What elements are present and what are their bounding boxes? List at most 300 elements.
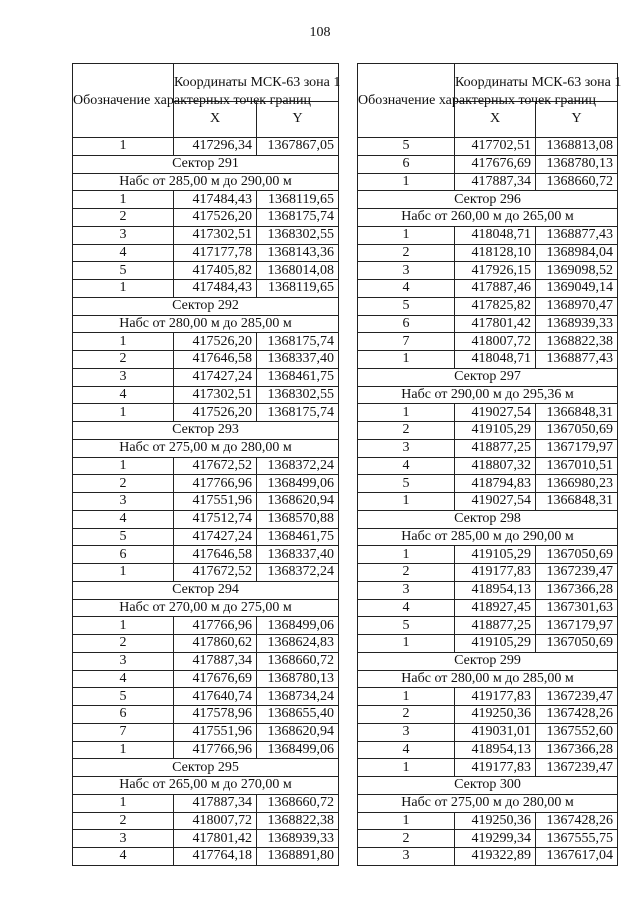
y-coordinate: 1367617,04 (536, 848, 618, 866)
table-row (73, 209, 339, 227)
table-row (73, 635, 339, 653)
y-coordinate: 1367428,26 (536, 706, 618, 724)
x-coordinate: 417887,34 (174, 794, 257, 812)
x-coordinate: 417825,82 (455, 297, 536, 315)
point-number: 6 (358, 155, 455, 173)
x-coordinate: 417676,69 (174, 670, 257, 688)
point-number: 1 (358, 493, 455, 511)
section-label: Сектор 296 (358, 191, 618, 209)
section-label: Набс от 270,00 м до 275,00 м (73, 599, 339, 617)
y-coordinate: 1368877,43 (536, 226, 618, 244)
y-coordinate: 1368461,75 (257, 368, 339, 386)
section-row (358, 794, 618, 812)
table-row (358, 173, 618, 191)
table-row (358, 564, 618, 582)
x-coordinate: 419105,29 (455, 635, 536, 653)
point-number: 5 (358, 138, 455, 156)
table-row (73, 670, 339, 688)
table-row (358, 546, 618, 564)
x-coordinate: 418954,13 (455, 581, 536, 599)
section-row (358, 191, 618, 209)
y-coordinate: 1369098,52 (536, 262, 618, 280)
table-row (358, 155, 618, 173)
header-x: X (455, 101, 536, 138)
x-coordinate: 417887,34 (455, 173, 536, 191)
table-row (358, 599, 618, 617)
section-row (358, 510, 618, 528)
table-row (358, 723, 618, 741)
y-coordinate: 1367555,75 (536, 830, 618, 848)
section-label: Сектор 299 (358, 652, 618, 670)
table-row (358, 457, 618, 475)
x-coordinate: 417526,20 (174, 333, 257, 351)
point-number: 5 (73, 262, 174, 280)
x-coordinate: 419031,01 (455, 723, 536, 741)
x-coordinate: 419027,54 (455, 404, 536, 422)
y-coordinate: 1366848,31 (536, 493, 618, 511)
y-coordinate: 1368877,43 (536, 351, 618, 369)
section-row (73, 599, 339, 617)
point-number: 3 (358, 262, 455, 280)
point-number: 5 (358, 297, 455, 315)
table-row (73, 386, 339, 404)
point-number: 1 (73, 564, 174, 582)
y-coordinate: 1368119,65 (257, 280, 339, 298)
x-coordinate: 417526,20 (174, 404, 257, 422)
x-coordinate: 417646,58 (174, 351, 257, 369)
y-coordinate: 1368660,72 (536, 173, 618, 191)
section-row (73, 155, 339, 173)
x-coordinate: 419250,36 (455, 812, 536, 830)
x-coordinate: 419177,83 (455, 688, 536, 706)
x-coordinate: 419250,36 (455, 706, 536, 724)
table-row (358, 351, 618, 369)
y-coordinate: 1368119,65 (257, 191, 339, 209)
y-coordinate: 1369049,14 (536, 280, 618, 298)
point-number: 1 (73, 404, 174, 422)
table-row (73, 546, 339, 564)
y-coordinate: 1368175,74 (257, 404, 339, 422)
y-coordinate: 1367179,97 (536, 617, 618, 635)
x-coordinate: 417676,69 (455, 155, 536, 173)
table-row (73, 368, 339, 386)
x-coordinate: 417926,15 (455, 262, 536, 280)
section-row (358, 528, 618, 546)
x-coordinate: 418007,72 (455, 333, 536, 351)
y-coordinate: 1367301,63 (536, 599, 618, 617)
point-number: 1 (73, 617, 174, 635)
y-coordinate: 1367239,47 (536, 759, 618, 777)
section-row (73, 759, 339, 777)
x-coordinate: 417672,52 (174, 457, 257, 475)
point-number: 1 (358, 635, 455, 653)
section-row (73, 439, 339, 457)
table-row (73, 510, 339, 528)
point-number: 4 (358, 599, 455, 617)
y-coordinate: 1367428,26 (536, 812, 618, 830)
section-row (73, 315, 339, 333)
section-label: Набс от 290,00 м до 295,36 м (358, 386, 618, 404)
table-row (358, 848, 618, 866)
point-number: 2 (358, 564, 455, 582)
point-number: 1 (358, 226, 455, 244)
x-coordinate: 417526,20 (174, 209, 257, 227)
table-row (358, 422, 618, 440)
point-number: 1 (358, 351, 455, 369)
section-row (358, 777, 618, 795)
point-number: 6 (358, 315, 455, 333)
table-row (73, 351, 339, 369)
x-coordinate: 417302,51 (174, 386, 257, 404)
x-coordinate: 418877,25 (455, 439, 536, 457)
point-number: 1 (358, 173, 455, 191)
point-number: 4 (73, 244, 174, 262)
y-coordinate: 1368780,13 (257, 670, 339, 688)
x-coordinate: 417640,74 (174, 688, 257, 706)
y-coordinate: 1367010,51 (536, 457, 618, 475)
table-row (73, 138, 339, 156)
point-number: 1 (73, 138, 174, 156)
section-label: Набс от 275,00 м до 280,00 м (358, 794, 618, 812)
point-number: 1 (73, 280, 174, 298)
section-row (73, 297, 339, 315)
y-coordinate: 1368014,08 (257, 262, 339, 280)
x-coordinate: 417405,82 (174, 262, 257, 280)
y-coordinate: 1368891,80 (257, 848, 339, 866)
point-number: 2 (73, 475, 174, 493)
section-row (358, 386, 618, 404)
y-coordinate: 1368780,13 (536, 155, 618, 173)
table-row (73, 226, 339, 244)
y-coordinate: 1367552,60 (536, 723, 618, 741)
section-row (73, 581, 339, 599)
x-coordinate: 419177,83 (455, 564, 536, 582)
table-row (73, 564, 339, 582)
table-row (358, 706, 618, 724)
point-number: 4 (358, 280, 455, 298)
x-coordinate: 417764,18 (174, 848, 257, 866)
point-number: 5 (73, 688, 174, 706)
y-coordinate: 1368660,72 (257, 794, 339, 812)
y-coordinate: 1368461,75 (257, 528, 339, 546)
table-row (358, 741, 618, 759)
header-x: X (174, 101, 257, 138)
point-number: 2 (358, 244, 455, 262)
y-coordinate: 1368570,88 (257, 510, 339, 528)
point-number: 4 (358, 741, 455, 759)
y-coordinate: 1367867,05 (257, 138, 339, 156)
y-coordinate: 1368939,33 (536, 315, 618, 333)
table-row (358, 262, 618, 280)
point-number: 1 (73, 333, 174, 351)
table-row (73, 706, 339, 724)
y-coordinate: 1367239,47 (536, 564, 618, 582)
y-coordinate: 1367050,69 (536, 546, 618, 564)
x-coordinate: 417801,42 (174, 830, 257, 848)
y-coordinate: 1368302,55 (257, 386, 339, 404)
x-coordinate: 418794,83 (455, 475, 536, 493)
x-coordinate: 419322,89 (455, 848, 536, 866)
section-row (73, 777, 339, 795)
x-coordinate: 417887,34 (174, 652, 257, 670)
section-row (73, 173, 339, 191)
section-label: Сектор 297 (358, 368, 618, 386)
point-number: 1 (73, 191, 174, 209)
y-coordinate: 1368372,24 (257, 457, 339, 475)
point-number: 1 (358, 404, 455, 422)
y-coordinate: 1366848,31 (536, 404, 618, 422)
section-row (73, 422, 339, 440)
point-number: 1 (73, 794, 174, 812)
y-coordinate: 1367050,69 (536, 422, 618, 440)
table-row (73, 688, 339, 706)
table-row (73, 244, 339, 262)
section-label: Сектор 300 (358, 777, 618, 795)
y-coordinate: 1368822,38 (257, 812, 339, 830)
table-row (73, 333, 339, 351)
y-coordinate: 1368337,40 (257, 546, 339, 564)
x-coordinate: 417860,62 (174, 635, 257, 653)
x-coordinate: 417427,24 (174, 528, 257, 546)
x-coordinate: 418807,32 (455, 457, 536, 475)
y-coordinate: 1368620,94 (257, 493, 339, 511)
x-coordinate: 419105,29 (455, 546, 536, 564)
point-number: 3 (73, 368, 174, 386)
point-number: 4 (73, 386, 174, 404)
point-number: 2 (73, 351, 174, 369)
y-coordinate: 1368813,08 (536, 138, 618, 156)
y-coordinate: 1366980,23 (536, 475, 618, 493)
table-row (358, 244, 618, 262)
point-number: 1 (358, 759, 455, 777)
x-coordinate: 417484,43 (174, 191, 257, 209)
table-row (73, 528, 339, 546)
y-coordinate: 1368984,04 (536, 244, 618, 262)
y-coordinate: 1368655,40 (257, 706, 339, 724)
table-row (358, 617, 618, 635)
x-coordinate: 418048,71 (455, 351, 536, 369)
table-row (73, 280, 339, 298)
section-label: Набс от 285,00 м до 290,00 м (73, 173, 339, 191)
x-coordinate: 417551,96 (174, 723, 257, 741)
x-coordinate: 418007,72 (174, 812, 257, 830)
point-number: 3 (73, 830, 174, 848)
section-row (358, 368, 618, 386)
table-row (358, 404, 618, 422)
point-number: 6 (73, 546, 174, 564)
table-row (358, 759, 618, 777)
table-row (358, 475, 618, 493)
table-row (73, 262, 339, 280)
y-coordinate: 1368302,55 (257, 226, 339, 244)
x-coordinate: 418128,10 (455, 244, 536, 262)
coordinates-table-right (357, 63, 622, 866)
section-row (358, 652, 618, 670)
point-number: 1 (358, 812, 455, 830)
table-row (358, 315, 618, 333)
point-number: 1 (73, 457, 174, 475)
table-row (73, 493, 339, 511)
table-row (358, 812, 618, 830)
table-row (358, 439, 618, 457)
y-coordinate: 1368939,33 (257, 830, 339, 848)
section-label: Сектор 292 (73, 297, 339, 315)
x-coordinate: 417578,96 (174, 706, 257, 724)
x-coordinate: 419177,83 (455, 759, 536, 777)
y-coordinate: 1368970,47 (536, 297, 618, 315)
x-coordinate: 418048,71 (455, 226, 536, 244)
table-row (73, 812, 339, 830)
x-coordinate: 417646,58 (174, 546, 257, 564)
table-row (358, 138, 618, 156)
header-y: Y (536, 101, 618, 138)
y-coordinate: 1367366,28 (536, 741, 618, 759)
header-coordinates-text: Координаты МСК-63 зона 1 (174, 74, 341, 90)
table-row (73, 404, 339, 422)
table-row (73, 191, 339, 209)
table-row (73, 830, 339, 848)
point-number: 3 (73, 652, 174, 670)
section-label: Сектор 293 (73, 422, 339, 440)
point-number: 3 (358, 848, 455, 866)
x-coordinate: 419027,54 (455, 493, 536, 511)
header-points-text: Обозначение характерных точек границ (358, 93, 597, 108)
x-coordinate: 417177,78 (174, 244, 257, 262)
table-row (358, 493, 618, 511)
table-row (73, 475, 339, 493)
section-label: Набс от 275,00 м до 280,00 м (73, 439, 339, 457)
y-coordinate: 1368143,36 (257, 244, 339, 262)
x-coordinate: 417551,96 (174, 493, 257, 511)
table-row (73, 848, 339, 866)
header-y: Y (257, 101, 339, 138)
x-coordinate: 418927,45 (455, 599, 536, 617)
section-row (358, 670, 618, 688)
point-number: 6 (73, 706, 174, 724)
table-row (358, 280, 618, 298)
point-number: 2 (358, 830, 455, 848)
point-number: 1 (73, 741, 174, 759)
x-coordinate: 419299,34 (455, 830, 536, 848)
x-coordinate: 419105,29 (455, 422, 536, 440)
y-coordinate: 1367179,97 (536, 439, 618, 457)
x-coordinate: 417302,51 (174, 226, 257, 244)
point-number: 1 (358, 546, 455, 564)
table-row (73, 617, 339, 635)
point-number: 2 (73, 635, 174, 653)
y-coordinate: 1368175,74 (257, 333, 339, 351)
table-row (73, 794, 339, 812)
table-body-left (73, 138, 339, 866)
header-coordinates-text: Координаты МСК-63 зона 1 (455, 74, 622, 90)
x-coordinate: 417801,42 (455, 315, 536, 333)
y-coordinate: 1368337,40 (257, 351, 339, 369)
x-coordinate: 417887,46 (455, 280, 536, 298)
section-label: Сектор 294 (73, 581, 339, 599)
y-coordinate: 1368624,83 (257, 635, 339, 653)
point-number: 3 (73, 493, 174, 511)
y-coordinate: 1368372,24 (257, 564, 339, 582)
page-number: 108 (309, 25, 331, 40)
table-row (358, 635, 618, 653)
table-row (358, 333, 618, 351)
x-coordinate: 417427,24 (174, 368, 257, 386)
point-number: 3 (73, 226, 174, 244)
point-number: 7 (73, 723, 174, 741)
table-row (358, 688, 618, 706)
y-coordinate: 1368499,06 (257, 617, 339, 635)
point-number: 2 (73, 812, 174, 830)
point-number: 3 (358, 439, 455, 457)
table-row (73, 723, 339, 741)
y-coordinate: 1368822,38 (536, 333, 618, 351)
point-number: 5 (358, 617, 455, 635)
x-coordinate: 417766,96 (174, 617, 257, 635)
point-number: 5 (358, 475, 455, 493)
table-row (73, 457, 339, 475)
point-number: 2 (73, 209, 174, 227)
section-label: Сектор 295 (73, 759, 339, 777)
section-label: Сектор 291 (73, 155, 339, 173)
x-coordinate: 417702,51 (455, 138, 536, 156)
point-number: 4 (73, 510, 174, 528)
point-number: 1 (358, 688, 455, 706)
point-number: 5 (73, 528, 174, 546)
point-number: 2 (358, 706, 455, 724)
section-row (358, 209, 618, 227)
x-coordinate: 417512,74 (174, 510, 257, 528)
x-coordinate: 417766,96 (174, 475, 257, 493)
x-coordinate: 418877,25 (455, 617, 536, 635)
point-number: 4 (73, 670, 174, 688)
header-points-text: Обозначение характерных точек границ (73, 93, 312, 108)
table-row (358, 226, 618, 244)
x-coordinate: 417766,96 (174, 741, 257, 759)
y-coordinate: 1367366,28 (536, 581, 618, 599)
table-row (358, 297, 618, 315)
section-label: Набс от 280,00 м до 285,00 м (73, 315, 339, 333)
table-body-right (358, 138, 618, 866)
point-number: 7 (358, 333, 455, 351)
coordinates-table-left (72, 63, 339, 866)
y-coordinate: 1368620,94 (257, 723, 339, 741)
table-row (358, 581, 618, 599)
point-number: 3 (358, 723, 455, 741)
point-number: 3 (358, 581, 455, 599)
x-coordinate: 417672,52 (174, 564, 257, 582)
x-coordinate: 417484,43 (174, 280, 257, 298)
section-label: Набс от 280,00 м до 285,00 м (358, 670, 618, 688)
y-coordinate: 1368175,74 (257, 209, 339, 227)
y-coordinate: 1367239,47 (536, 688, 618, 706)
x-coordinate: 417296,34 (174, 138, 257, 156)
table-row (358, 830, 618, 848)
point-number: 2 (358, 422, 455, 440)
point-number: 4 (73, 848, 174, 866)
y-coordinate: 1368734,24 (257, 688, 339, 706)
y-coordinate: 1368499,06 (257, 741, 339, 759)
section-label: Набс от 285,00 м до 290,00 м (358, 528, 618, 546)
section-label: Набс от 260,00 м до 265,00 м (358, 209, 618, 227)
table-row (73, 652, 339, 670)
y-coordinate: 1368499,06 (257, 475, 339, 493)
y-coordinate: 1368660,72 (257, 652, 339, 670)
section-label: Набс от 265,00 м до 270,00 м (73, 777, 339, 795)
x-coordinate: 418954,13 (455, 741, 536, 759)
table-row (73, 741, 339, 759)
section-label: Сектор 298 (358, 510, 618, 528)
point-number: 4 (358, 457, 455, 475)
